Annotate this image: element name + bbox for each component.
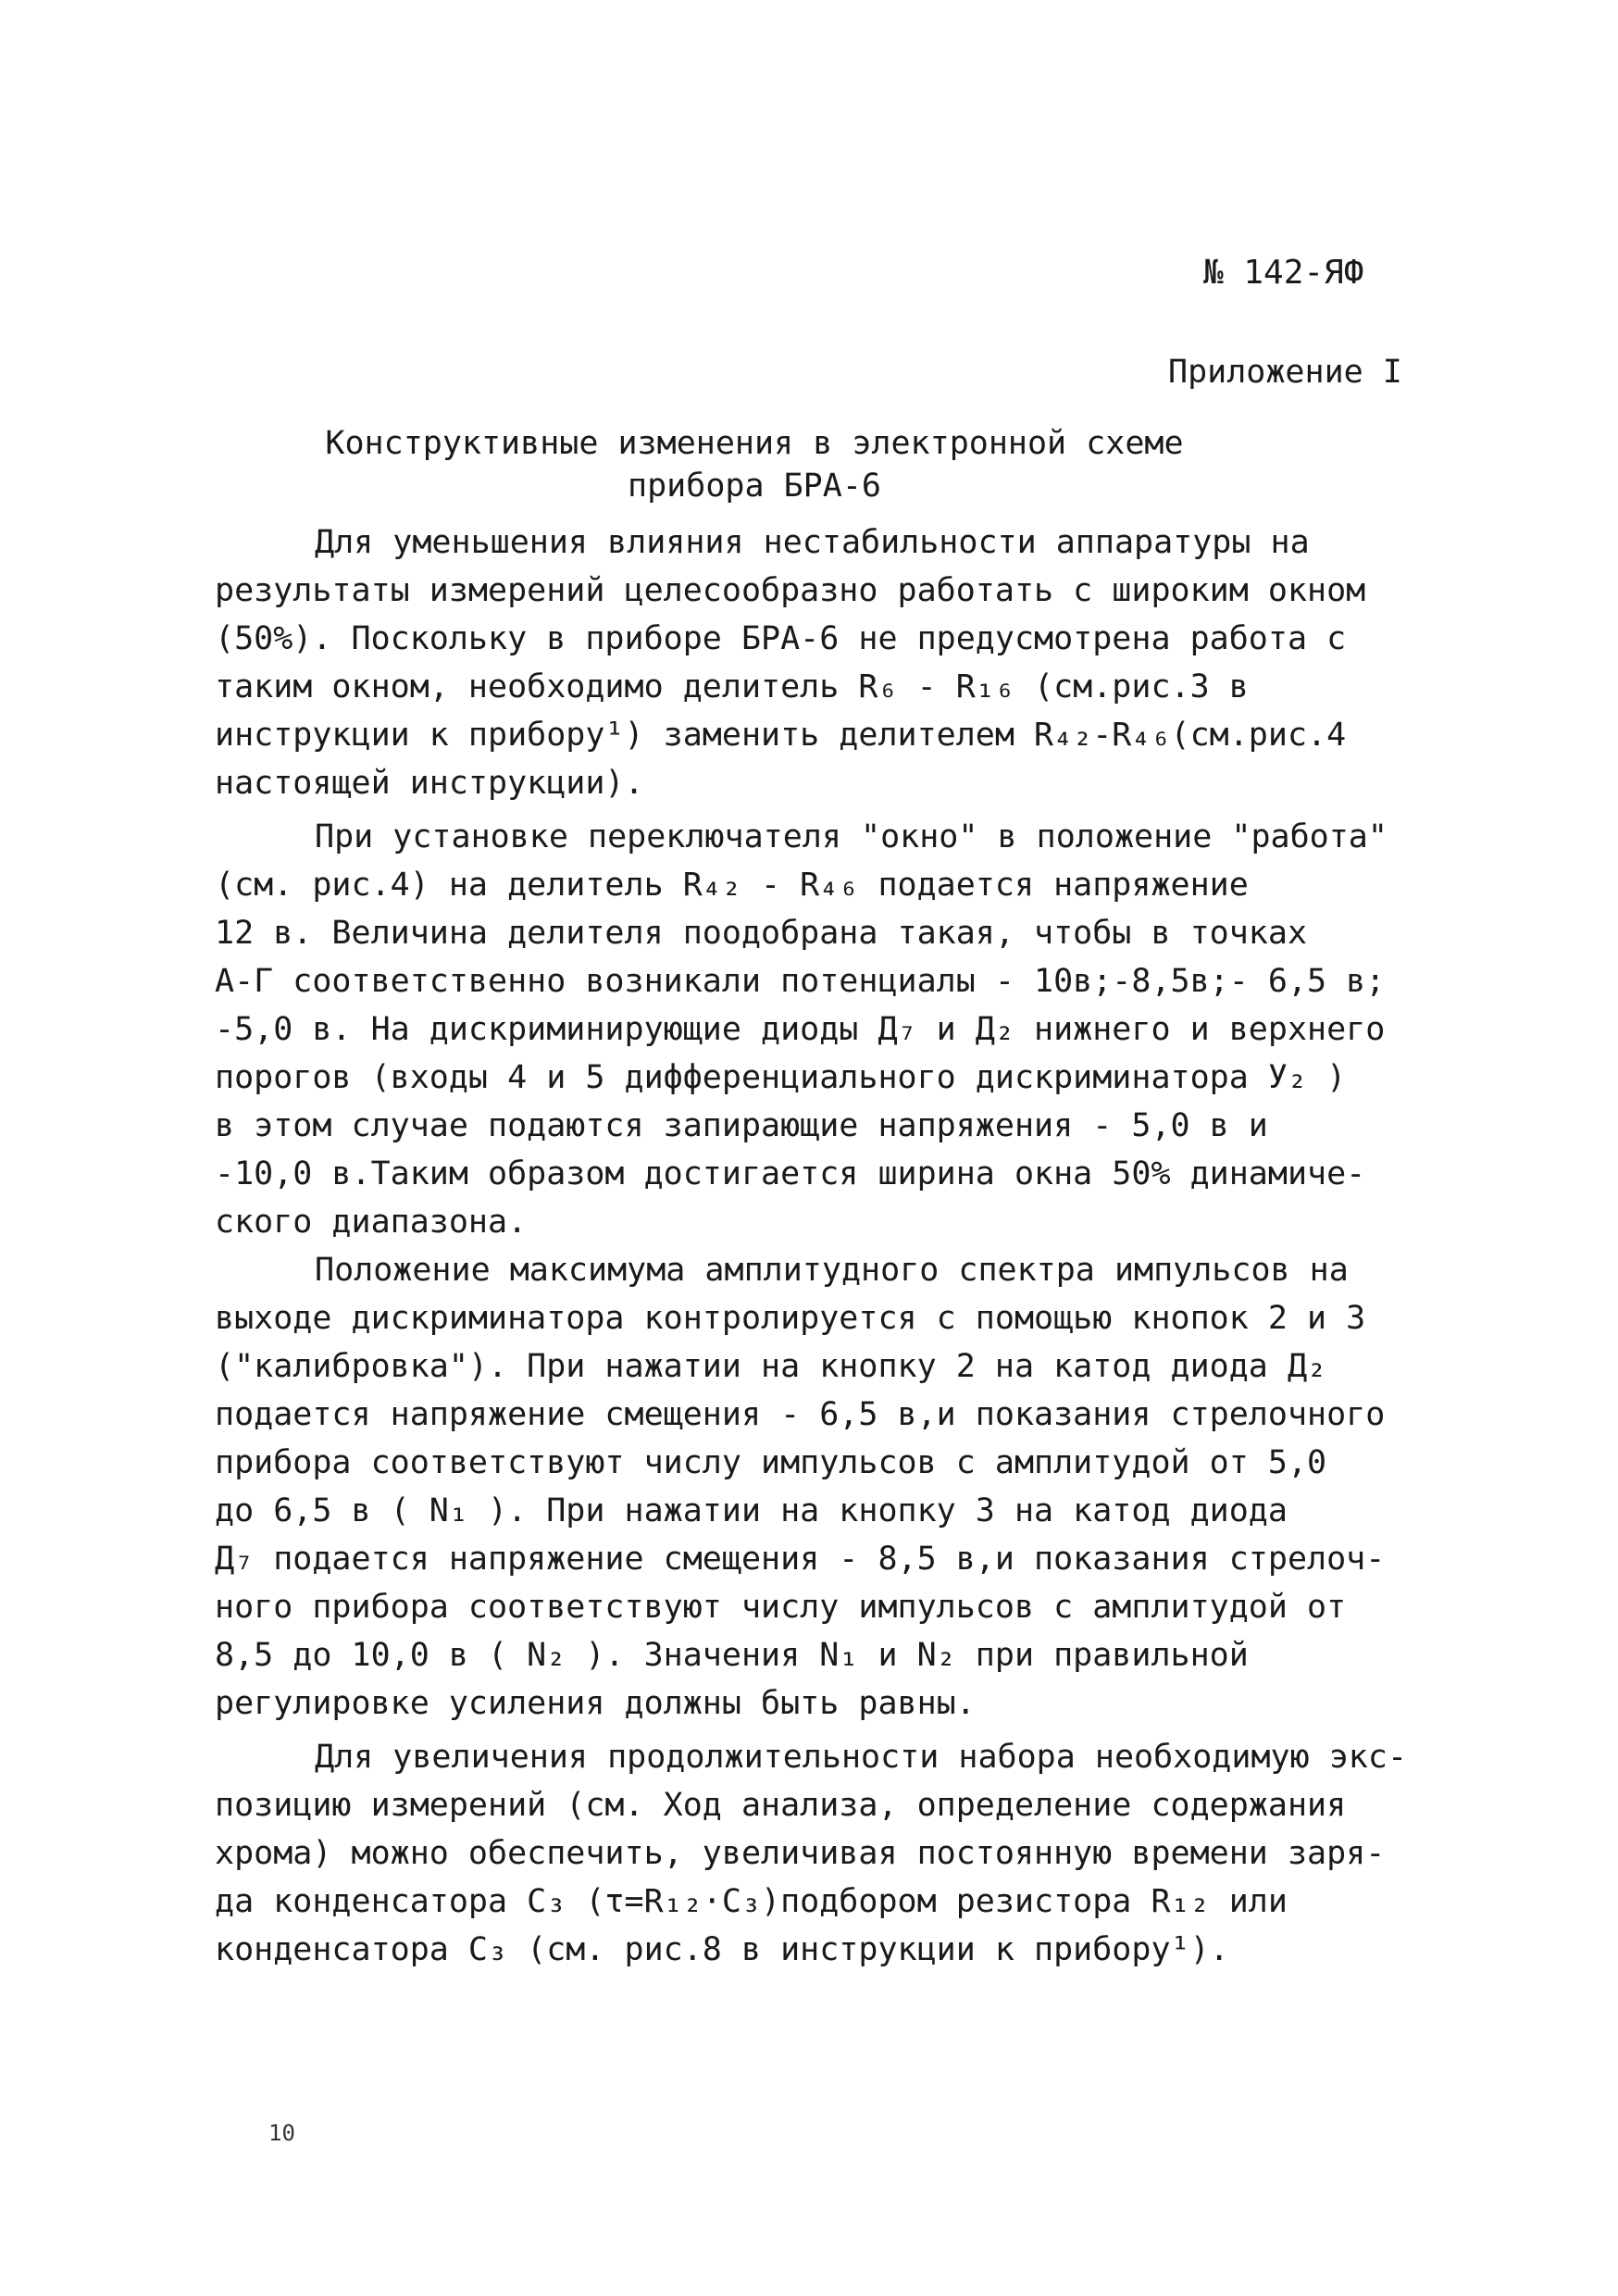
paragraph-line: -5,0 в. На дискриминирующие диоды Д₇ и Д₂ нижнего и верхнего (215, 1011, 1386, 1048)
page-number: 10 (268, 2120, 295, 2146)
paragraph-line: (см. рис.4) на делитель R₄₂ - R₄₆ подается напряжение (215, 867, 1249, 904)
paragraph-line: хрома) можно обеспечить, увеличивая постоянную времени заря- (215, 1835, 1386, 1872)
paragraph-line: прибора соответствуют числу импульсов с амплитудой от 5,0 (215, 1444, 1327, 1481)
paragraph-line: (50%). Поскольку в приборе БРА-6 не предусмотрена работа с (215, 620, 1347, 657)
paragraph-line: -10,0 в.Таким образом достигается ширина окна 50% динамиче- (215, 1155, 1366, 1192)
paragraph-line: выходе дискриминатора контролируется с помощью кнопок 2 и 3 (215, 1300, 1366, 1337)
document-number: № 142-ЯФ (1203, 254, 1364, 292)
paragraph-line: Для уменьшения влияния нестабильности аппаратуры на (315, 524, 1310, 561)
paragraph-line: до 6,5 в ( N₁ ). При нажатии на кнопку 3 на катод диода (215, 1492, 1288, 1529)
paragraph-line: таким окном, необходимо делитель R₆ - R₁₆ (см.рис.3 в (215, 668, 1249, 705)
paragraph-line: ского диапазона. (215, 1204, 528, 1241)
paragraph-line: 8,5 до 10,0 в ( N₂ ). Значения N₁ и N₂ при правильной (215, 1637, 1249, 1674)
document-body (215, 518, 1455, 1974)
paragraph-line: ного прибора соответствуют числу импульсов с амплитудой от (215, 1589, 1347, 1626)
paragraph-line: 12 в. Величина делителя поодобрана такая, чтобы в точках (215, 915, 1308, 952)
paragraph-line: в этом случае подаются запирающие напряжения - 5,0 в и (215, 1107, 1268, 1144)
paragraph-line: инструкции к прибору¹) заменить делителем R₄₂-R₄₆(см.рис.4 (215, 717, 1347, 754)
appendix-label: Приложение I (1168, 354, 1402, 391)
paragraph-line: При установке переключателя "окно" в положение "работа" (315, 818, 1388, 855)
paragraph-line: Д₇ подается напряжение смещения - 8,5 в,и показания стрелоч- (215, 1541, 1386, 1578)
paragraph-line: конденсатора С₃ (см. рис.8 в инструкции к прибору¹). (215, 1931, 1229, 1968)
paragraph-line: позицию измерений (см. Ход анализа, определение содержания (215, 1787, 1347, 1824)
paragraph-line: настоящей инструкции). (215, 765, 644, 802)
paragraph-line: подается напряжение смещения - 6,5 в,и показания стрелочного (215, 1396, 1386, 1433)
paragraph-line: Для увеличения продолжительности набора необходимую экс- (315, 1739, 1408, 1776)
paragraph-line: результаты измерений целесообразно работать с широким окном (215, 572, 1366, 609)
title-line: Конструктивные изменения в электронной схеме (325, 425, 1184, 462)
paragraph-line: А-Г соответственно возникали потенциалы - 10в;-8,5в;- 6,5 в; (215, 963, 1386, 1000)
title-line: прибора БРА-6 (628, 468, 881, 505)
paragraph-line: да конденсатора С₃ (τ=R₁₂·С₃)подбором резистора R₁₂ или (215, 1883, 1288, 1920)
paragraph-line: регулировке усиления должны быть равны. (215, 1685, 976, 1722)
document-title (222, 422, 1287, 507)
paragraph-line: порогов (входы 4 и 5 дифференциального дискриминатора У₂ ) (215, 1059, 1347, 1096)
paragraph-line: ("калибровка"). При нажатии на кнопку 2 на катод диода Д₂ (215, 1348, 1327, 1385)
paragraph-line: Положение максимума амплитудного спектра импульсов на (315, 1252, 1349, 1289)
